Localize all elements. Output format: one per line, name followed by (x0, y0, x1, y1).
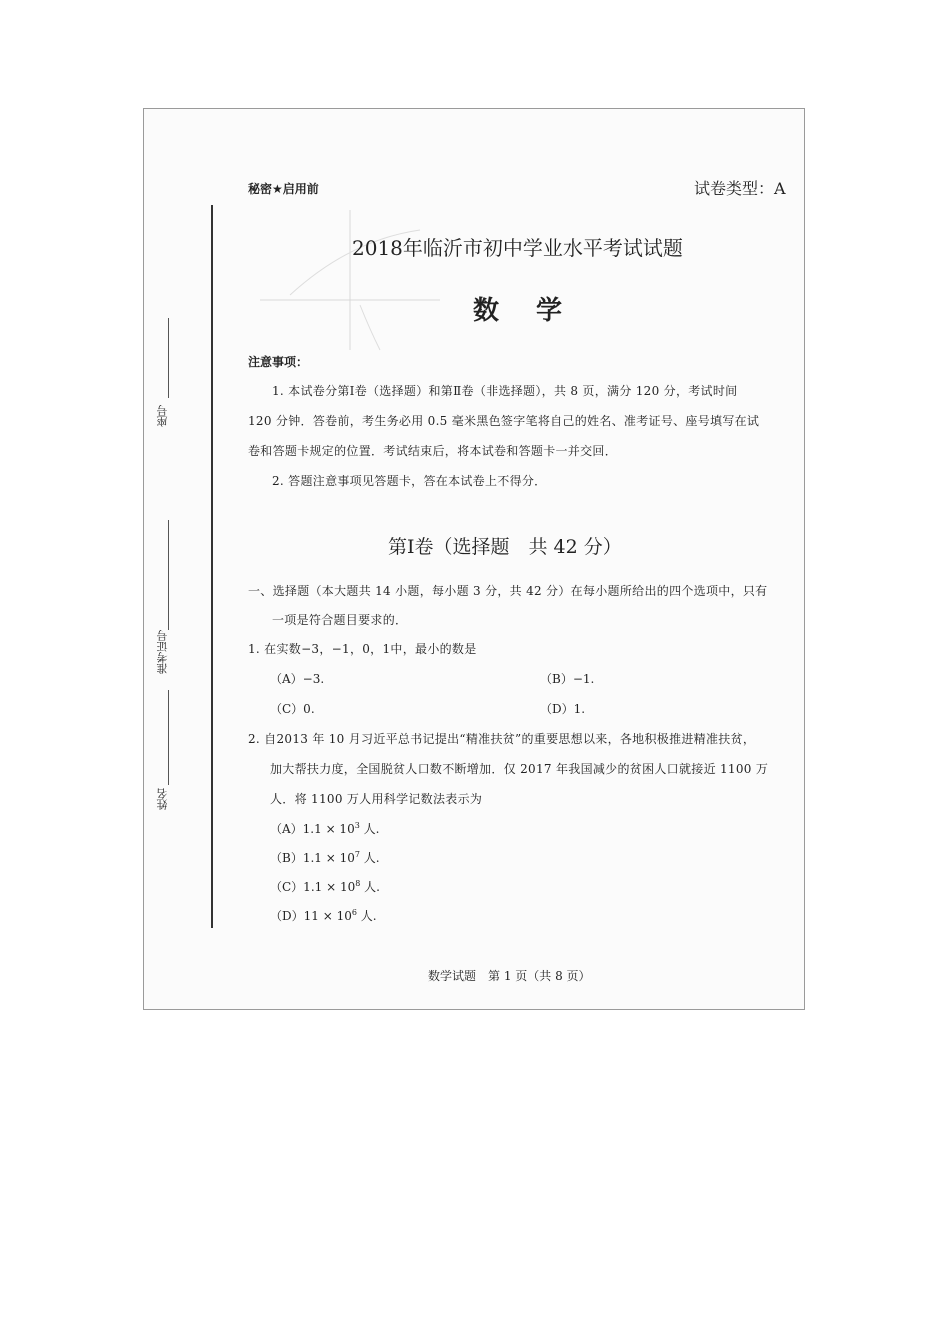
q2-option-c-unit: 人. (364, 880, 380, 894)
q2-option-d-unit: 人. (360, 909, 377, 923)
q2-option-b-base: （B）1.1 × 10 (270, 851, 355, 865)
notice-item1-line3: 卷和答题卡规定的位置．考试结束后，将本试卷和答题卡一并交回． (248, 444, 618, 458)
q1-option-c: （C）0. (270, 702, 315, 716)
q2-option-a-base: （A）1.1 × 10 (270, 822, 355, 836)
q1-option-b: （B）−1. (540, 672, 595, 686)
admission-label: 准考证号 (156, 630, 169, 674)
section-instruction-line1: 一、选择题（本大题共 14 小题，每小题 3 分，共 42 分）在每小题所给出的四个选项中，只有 (248, 584, 768, 598)
q2-option-c (270, 878, 380, 895)
q1-option-d: （D）1. (540, 702, 586, 716)
q1-option-a: （A）−3. (270, 672, 325, 686)
subject-title: 数 学 (473, 296, 577, 326)
q2-option-a-exponent: 3 (354, 821, 360, 830)
q2-option-b-exponent: 7 (354, 850, 360, 859)
paper-type: 试卷类型：A (694, 179, 786, 198)
q2-stem-line2: 加大帮扶力度，全国脱贫人口数不断增加．仅 2017 年我国减少的贫困人口就接近 1100 万 (270, 762, 769, 776)
notice-item1-line2: 120 分钟．答卷前，考生务必用 0.5 毫米黑色签字笔将自己的姓名、准考证号、座号填写在试 (248, 414, 760, 428)
name-label: 姓名 (156, 788, 169, 810)
seat-field-line[interactable] (168, 318, 169, 398)
bleed-through-artifact (250, 200, 450, 360)
q2-option-b-unit: 人. (363, 851, 380, 865)
q2-option-b (270, 849, 380, 866)
q2-option-d-base: （D）11 × 10 (270, 909, 352, 923)
name-field-line[interactable] (168, 690, 169, 785)
q1-stem: 1. 在实数−3，−1，0，1中，最小的数是 (248, 642, 477, 656)
q2-option-a (270, 820, 379, 837)
section-instruction-line2: 一项是符合题目要求的． (272, 613, 408, 627)
q2-option-c-base: （C）1.1 × 10 (270, 880, 356, 894)
notice-item1-line1: 1. 本试卷分第Ⅰ卷（选择题）和第Ⅱ卷（非选择题），共 8 页，满分 120 分，考试时间 (272, 384, 738, 398)
section-heading: 第Ⅰ卷（选择题 共 42 分） (388, 536, 622, 558)
notice-heading: 注意事项： (248, 355, 309, 369)
q2-option-c-exponent: 8 (355, 879, 361, 888)
page-footer: 数学试题 第 1 页（共 8 页） (428, 969, 591, 983)
q2-stem-line1: 2. 自2013 年 10 月习近平总书记提出“精准扶贫”的重要思想以来，各地积极推进精准扶贫， (248, 732, 756, 746)
admission-field-line[interactable] (168, 520, 169, 630)
exam-title: 2018年临沂市初中学业水平考试试题 (352, 236, 683, 260)
q2-option-d-exponent: 6 (351, 908, 357, 917)
notice-item2: 2. 答题注意事项见答题卡，答在本试卷上不得分． (272, 474, 547, 488)
q2-option-a-unit: 人. (363, 822, 380, 836)
secret-label: 秘密★启用前 (248, 182, 319, 196)
q2-option-d (270, 907, 377, 924)
q2-stem-line3: 人．将 1100 万人用科学记数法表示为 (270, 792, 483, 806)
binding-line (211, 205, 213, 928)
seat-label: 座号 (156, 405, 169, 427)
